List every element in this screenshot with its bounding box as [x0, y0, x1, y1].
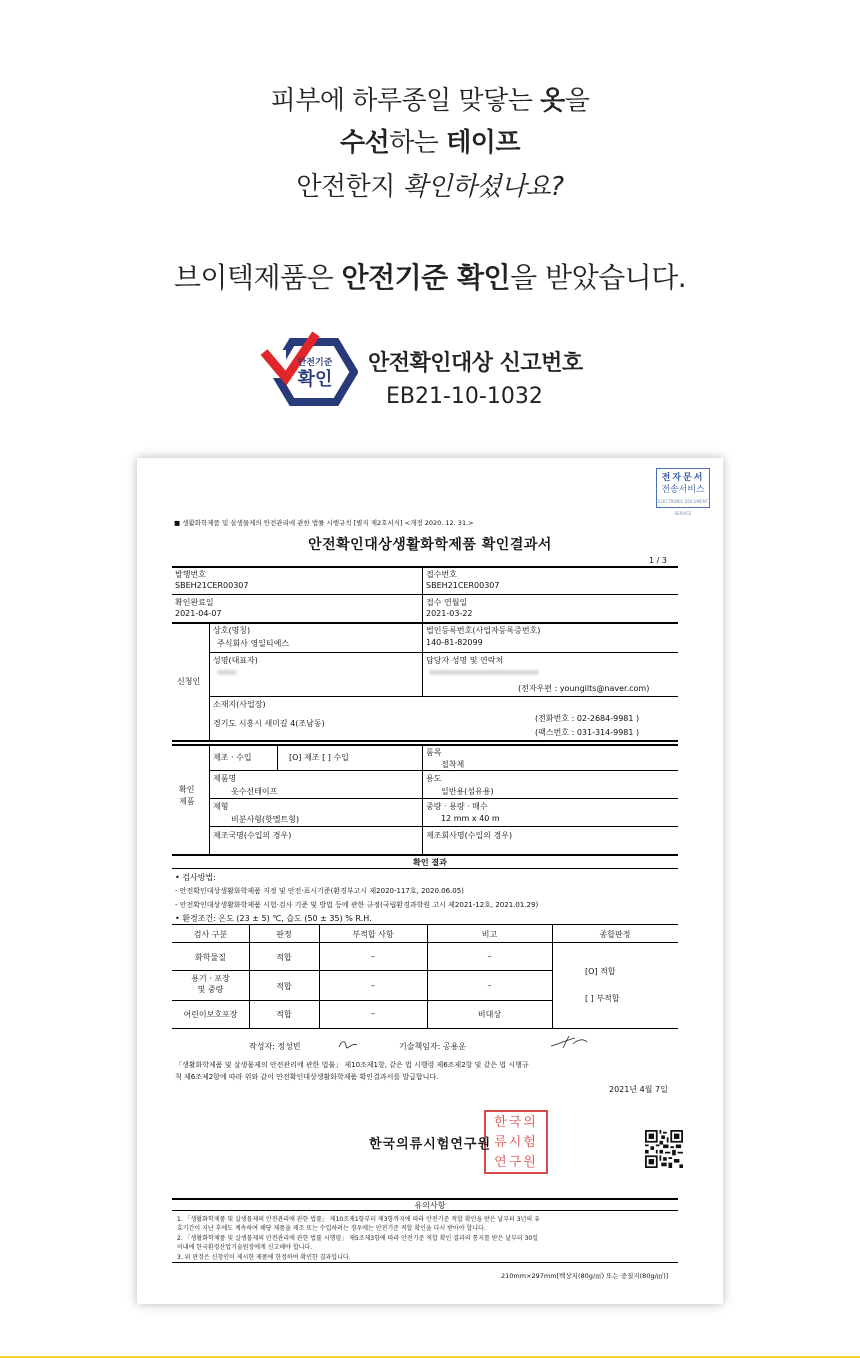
rep-name-label: 성명(대표자)	[213, 656, 258, 665]
qr-code-icon	[645, 1130, 683, 1168]
env-conditions: • 환경조건: 온도 (23 ± 5) ℃, 습도 (50 ± 35) % R.H.	[175, 914, 372, 923]
intro-text: 피부에 하루종일 맞닿는	[270, 86, 541, 116]
issue-no-label: 발행번호	[175, 570, 206, 579]
email: (전자우편 : youngilts@naver.com)	[518, 684, 650, 693]
company-name: 주식회사 영일티에스	[217, 639, 290, 648]
col-header: 부적합 사항	[352, 930, 394, 939]
form-label: 제형	[213, 802, 229, 811]
result-title: 확인 결과	[413, 858, 447, 867]
applicant-label: 신청인	[177, 677, 201, 686]
intro-bold: 옷	[540, 86, 565, 116]
rule	[172, 566, 678, 568]
fax: (팩스번호 : 031-314-9981 )	[535, 728, 640, 737]
address-label: 소재지(사업장)	[213, 700, 266, 709]
intro-line-3	[0, 166, 860, 203]
rule	[209, 652, 678, 653]
receipt-date-label: 접수 연월일	[426, 598, 468, 607]
safety-check-badge-icon	[258, 330, 358, 414]
col-header: 종합판정	[599, 930, 631, 939]
rule	[172, 744, 678, 746]
intro-bold: 수선	[339, 128, 390, 158]
rule	[172, 854, 678, 856]
tech-signature-icon	[549, 1034, 589, 1050]
method-2: - 안전확인대상생활화학제품 시험·검사 기준 및 방법 등에 관한 규정(국립환경과학원 고시 제2021-12호, 2021.01.29)	[175, 901, 539, 909]
table-cell: 적합	[276, 982, 292, 991]
overall-fail: [ ] 부적합	[585, 994, 620, 1003]
note-line: 이내에 한국환경산업기술원장에게 신고해야 합니다.	[177, 1244, 313, 1251]
company-label: 상호(명칭)	[213, 626, 251, 635]
table-cell: –	[487, 981, 492, 990]
address: 경기도 시흥시 새미길 4(조남동)	[213, 719, 325, 728]
rule	[172, 622, 678, 624]
method-1: - 안전확인대상생활화학제품 지정 및 안전·표시기준(환경부고시 제2020-117호, 2020.06.05)	[175, 887, 464, 895]
stamp-line-1: 전자문서	[661, 473, 705, 483]
intro-line-2	[0, 122, 860, 159]
paper-size-footer: 210mm×297mm[백상지(80g/㎡) 또는 중질지(80g/㎡)]	[501, 1272, 669, 1280]
rule	[209, 826, 678, 827]
intro-text: 브이텍제품은	[173, 261, 342, 294]
rule	[172, 942, 678, 943]
note-line: 효기간이 지난 후에도 계속하여 해당 제품을 제조 또는 수입하려는 경우에는 안전기준 적합 확인을 다시 받아야 합니다.	[177, 1225, 486, 1232]
registration-number: EB21-10-1032	[386, 384, 543, 409]
writer: 작성자: 정성빈	[249, 1042, 301, 1051]
table-cell: –	[371, 981, 375, 990]
statement-2: 칙 제6조제2항에 따라 위와 같이 안전확인대상생활화학제품 확인결과서를 발급합니다.	[175, 1073, 439, 1081]
product-label: 확인 제품	[179, 785, 195, 806]
receipt-date: 2021-03-22	[426, 609, 473, 618]
rule	[209, 696, 678, 697]
bizno: 140-81-82099	[426, 638, 483, 647]
notes-title: 유의사항	[414, 1201, 446, 1210]
stamp-line-2: 전송서비스	[661, 485, 705, 495]
qty: 12 mm x 40 m	[441, 814, 500, 823]
use: 일반용(섬유용)	[441, 787, 494, 796]
table-cell: –	[371, 1009, 375, 1018]
note-line: 2. 「생활화학제품 및 살생물제의 안전관리에 관한 법률 시행령」 제5조제3항에 따라 안전기준 적합 확인 결과의 통지를 받은 날부터 30일	[177, 1235, 539, 1242]
writer-signature-icon	[337, 1038, 359, 1050]
table-cell: 어린이보호포장	[183, 1010, 238, 1019]
rule	[277, 744, 278, 770]
bizno-label: 법인등록번호(사업자등록증번호)	[426, 626, 541, 635]
intro-line-4	[0, 256, 860, 296]
rule	[422, 744, 423, 854]
intro-bold: 안전기준 확인	[341, 261, 511, 294]
issue-no: SBEH21CER00307	[175, 581, 249, 590]
table-cell: 적합	[276, 953, 292, 962]
statement-1: 「생활화학제품 및 살생물제의 안전관리에 관한 법률」 제10조제1항, 같은 법 시행령 제6조제2항 및 같은 법 시행규	[175, 1061, 529, 1069]
table-cell: 용기 · 포장 및 중량	[191, 974, 230, 994]
page-number: 1 / 3	[649, 556, 667, 565]
rule	[172, 1000, 552, 1001]
mfg-label: 제조 · 수입	[213, 753, 252, 762]
pname: 옷수선테이프	[231, 787, 278, 796]
rule	[172, 1210, 678, 1211]
note-line: 1. 「생활화학제품 및 살생물제의 안전관리에 관한 법률」 제10조제1항부터 제3항까지에 따라 안전기준 적합 확인을 받은 날부터 3년의 유	[177, 1216, 540, 1223]
table-cell: 화학물질	[195, 953, 226, 962]
table-cell: –	[371, 952, 375, 961]
use-label: 용도	[426, 774, 442, 783]
issue-date: 2021년 4월 7일	[609, 1085, 668, 1094]
table-cell: 비대상	[477, 1010, 502, 1019]
form-note: ■ 생활화학제품 및 살생물제의 안전관리에 관한 법률 시행규칙 [별지 제2호서식] <개정 2020. 12. 31.>	[174, 519, 474, 527]
mfg-value: [O] 제조 [ ] 수입	[289, 753, 349, 762]
method-label: • 검사방법:	[175, 873, 216, 882]
intro-text: 을	[564, 86, 590, 116]
rule	[209, 744, 210, 854]
certificate-document	[137, 458, 723, 1304]
col-header: 판정	[276, 930, 292, 939]
intro-bold: 테이프	[446, 128, 521, 158]
form: 비분사형(핫멜트형)	[231, 815, 300, 824]
pname-label: 제품명	[213, 774, 237, 783]
stamp-line-3: ELECTRONIC DOCUMENT SERVICE	[657, 499, 709, 516]
confirm-date: 2021-04-07	[175, 609, 222, 618]
note-line: 3. 위 판정은 신청인이 제시한 제품에 한정하여 확인한 결과입니다.	[177, 1254, 351, 1261]
redacted-name	[217, 670, 237, 675]
receipt-no: SBEH21CER00307	[426, 581, 500, 590]
confirm-date-label: 확인완료일	[175, 598, 214, 607]
badge-big-text: 확인	[297, 369, 333, 390]
rule	[172, 1028, 678, 1029]
contact-label: 담당자 성명 및 연락처	[426, 656, 504, 665]
col-header: 검사 구분	[193, 930, 228, 939]
intro-text: 안전한지	[296, 172, 403, 202]
intro-text: 하는	[389, 128, 447, 158]
rule	[172, 1262, 678, 1263]
maker-label: 제조회사명(수입의 경우)	[426, 831, 513, 840]
col-header: 비고	[481, 930, 498, 939]
overall-pass: [O] 적합	[585, 967, 616, 976]
registration-title: 안전확인대상 신고번호	[368, 351, 583, 376]
rule	[422, 566, 423, 622]
redacted-contact	[429, 670, 539, 675]
table-cell: 적합	[276, 1010, 292, 1019]
rule	[209, 798, 678, 799]
country-label: 제조국명(수입의 경우)	[213, 831, 292, 840]
rule	[172, 970, 552, 971]
rule	[172, 594, 678, 595]
seal-text: 한국의 류시험 연구원	[494, 1115, 538, 1170]
qty-label: 중량 · 용량 · 매수	[426, 802, 488, 811]
receipt-no-label: 접수번호	[426, 570, 457, 579]
tel: (전화번호 : 02-2684-9981 )	[535, 714, 640, 723]
item-label: 품목	[426, 748, 442, 757]
badge-small-text: 안전기준	[297, 358, 333, 368]
rule	[422, 622, 423, 696]
rule	[172, 740, 678, 742]
intro-line-1	[0, 80, 860, 117]
institute-name: 한국의류시험연구원	[368, 1137, 492, 1152]
rule	[209, 770, 678, 771]
table-cell: –	[487, 952, 492, 961]
item: 접착제	[441, 760, 465, 769]
e-document-stamp	[656, 468, 710, 516]
rule	[209, 622, 210, 740]
tech-manager: 기술책임자: 공용운	[399, 1042, 467, 1051]
document-title: 안전확인대상생활화학제품 확인결과서	[308, 537, 552, 553]
rule	[172, 868, 678, 869]
rule	[172, 924, 678, 925]
intro-italic: 확인하셨나요?	[402, 172, 564, 202]
intro-text: 을 받았습니다.	[510, 261, 687, 294]
